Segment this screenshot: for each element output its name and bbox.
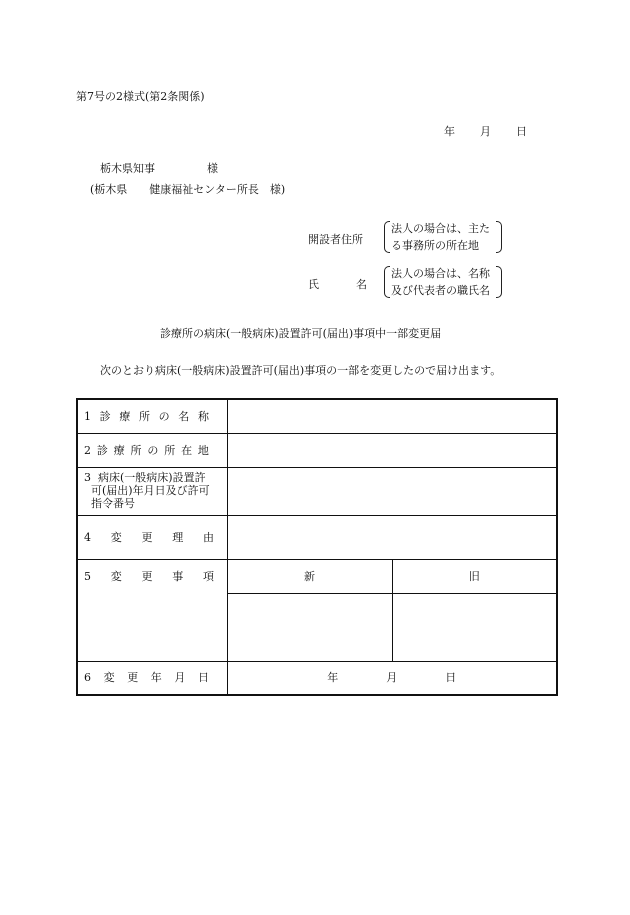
permit-date-field[interactable] (227, 467, 557, 515)
row3-label: 3 病床(一般病床)設置許 可(届出)年月日及び許可 指令番号 (77, 467, 227, 515)
name-note-line1: 法人の場合は、名称 (391, 267, 490, 280)
row5-label: 5 変 更 事 項 (77, 559, 227, 661)
change-date-year: 年 (327, 671, 339, 685)
change-date-month: 月 (386, 671, 398, 685)
old-header: 旧 (392, 559, 557, 593)
row2-label: 2 診 療 所 の 所 在 地 (77, 433, 227, 467)
change-reason-field[interactable] (227, 515, 557, 559)
addressee-governor: 栃木県知事 (100, 162, 155, 175)
table-row (77, 433, 557, 467)
intro-text: 次のとおり病床(一般病床)設置許可(届出)事項の一部を変更したので届け出ます。 (100, 364, 502, 377)
row1-label: 1 診 療 所 の 名 称 (77, 399, 227, 433)
name-note-line2: 及び代表者の職氏名 (391, 284, 490, 297)
table-row (77, 559, 557, 593)
addressee-honorific: 様 (207, 162, 218, 175)
table-row (77, 467, 557, 515)
address-note-line1: 法人の場合は、主た (391, 222, 490, 235)
row6-label: 6 変 更 年 月 日 (77, 661, 227, 695)
date-day: 日 (516, 125, 527, 138)
name-note-bracket-right (496, 266, 502, 298)
name-note-bracket-left (384, 266, 390, 298)
date-month: 月 (480, 125, 491, 138)
address-note-line2: る事務所の所在地 (391, 239, 479, 252)
applicant-name-label-2: 名 (356, 278, 367, 291)
clinic-address-field[interactable] (227, 433, 557, 467)
new-header: 新 (227, 559, 392, 593)
table-row (77, 399, 557, 433)
new-value-field[interactable] (227, 593, 392, 661)
change-form-table (76, 398, 558, 696)
applicant-address-label: 開設者住所 (308, 233, 363, 246)
address-note-bracket-left (384, 221, 390, 253)
clinic-name-field[interactable] (227, 399, 557, 433)
table-row (77, 515, 557, 559)
change-date-day: 日 (445, 671, 457, 685)
table-row (77, 661, 557, 695)
form-number: 第7号の2様式(第2条関係) (76, 90, 205, 103)
applicant-name-label-1: 氏 (308, 278, 319, 291)
date-year: 年 (444, 125, 455, 138)
address-note-bracket-right (496, 221, 502, 253)
addressee-health-center: (栃木県 健康福祉センター所長 様) (90, 183, 286, 196)
row4-label: 4 変 更 理 由 (77, 515, 227, 559)
document-title: 診療所の病床(一般病床)設置許可(届出)事項中一部変更届 (160, 327, 442, 340)
old-value-field[interactable] (392, 593, 557, 661)
change-date-field[interactable] (227, 661, 557, 695)
